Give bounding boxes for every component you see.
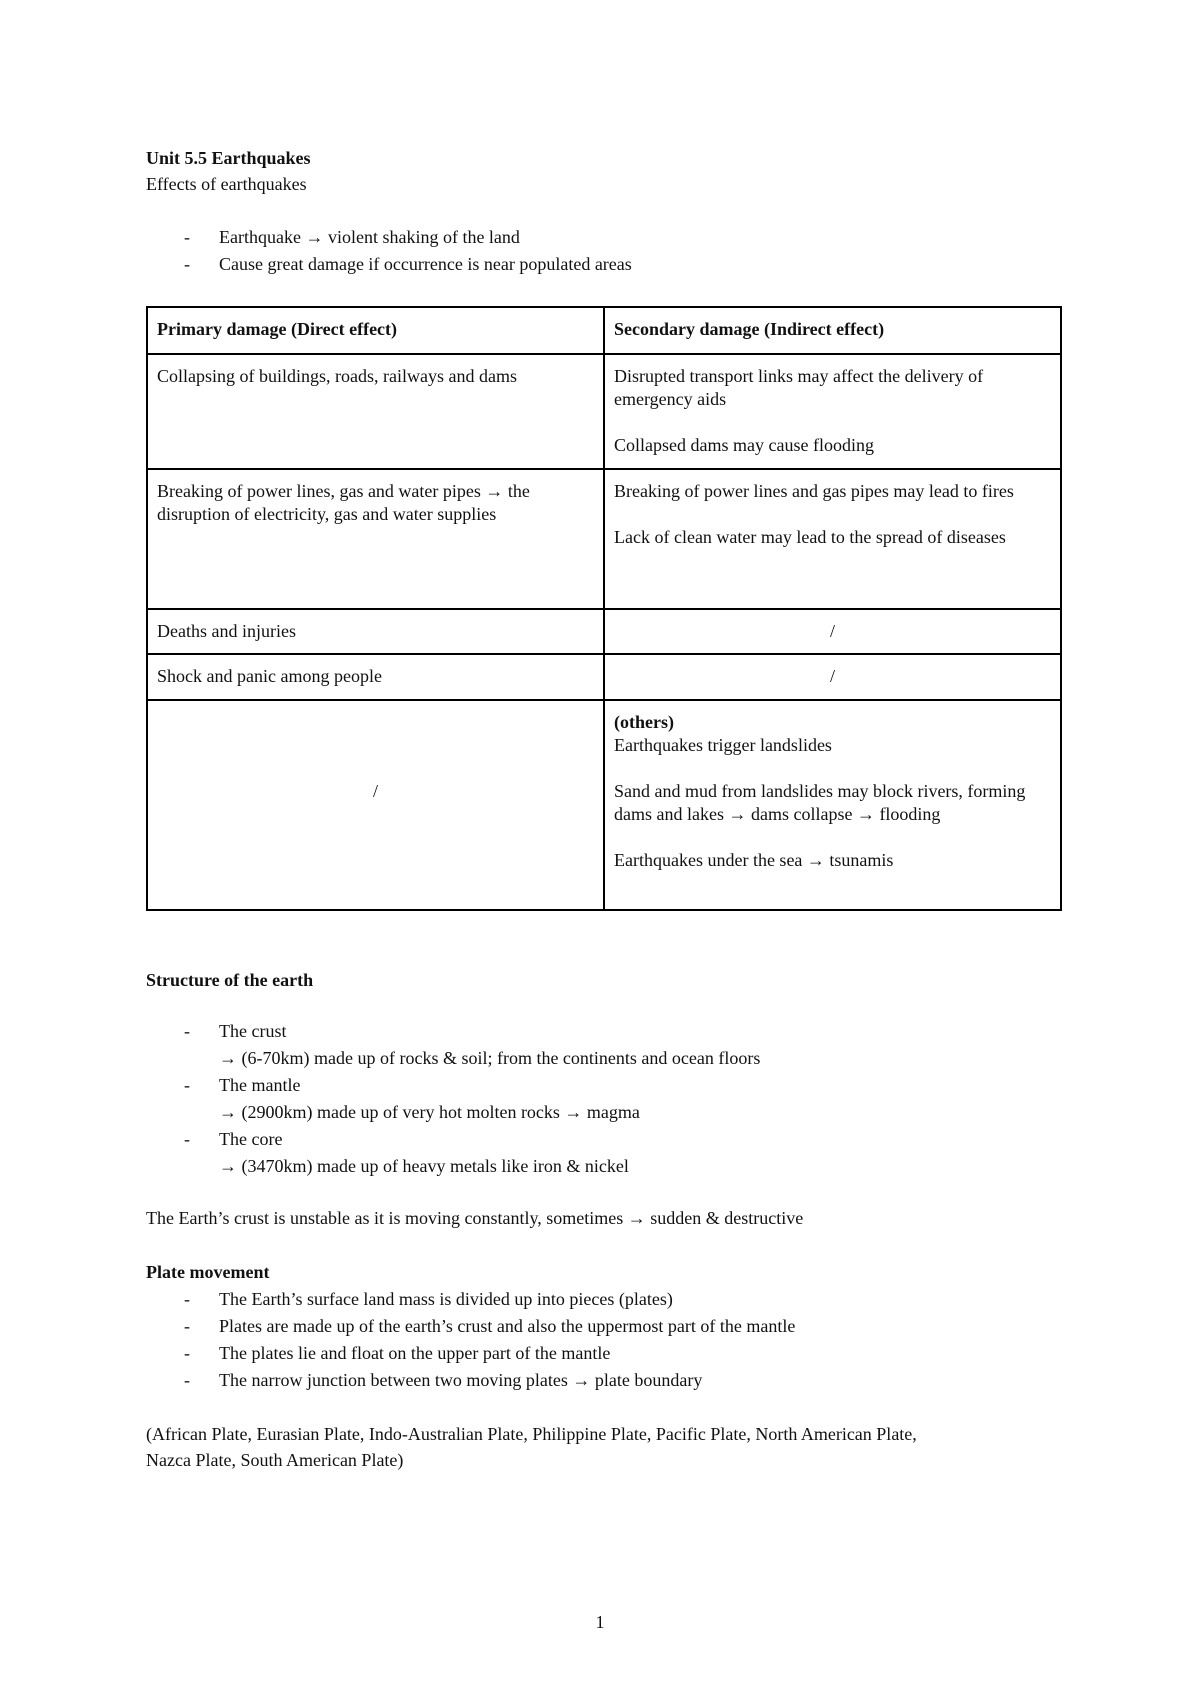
cell-text: Lack of clean water may lead to the spread of diseases <box>614 527 1006 547</box>
list-item <box>146 1367 795 1394</box>
bullet-dash: - <box>184 1075 190 1095</box>
primary-cell <box>147 609 604 654</box>
cell-text: Earthquakes under the sea → tsunamis <box>614 850 894 870</box>
primary-cell <box>147 469 604 609</box>
page-number: 1 <box>595 1612 605 1632</box>
cell-text: Disrupted transport links may affect the delivery of emergency aids <box>614 366 984 409</box>
table-row <box>147 354 1061 469</box>
header-secondary: Secondary damage (Indirect effect) <box>604 307 1061 354</box>
layer-name: The core <box>219 1129 283 1149</box>
table-row <box>147 609 1061 654</box>
section-heading-structure: Structure of the earth <box>146 970 314 990</box>
layer-detail: → (6-70km) made up of rocks & soil; from the continents and ocean floors <box>219 1048 761 1068</box>
bullet-dash: - <box>184 1370 190 1390</box>
document-subtitle: Effects of earthquakes <box>146 174 307 194</box>
bullet-dash: - <box>184 227 190 247</box>
list-item <box>146 251 632 278</box>
plates-list-line-2: Nazca Plate, South American Plate) <box>146 1450 404 1470</box>
bullet-dash: - <box>184 254 190 274</box>
cell-text: Breaking of power lines and gas pipes may lead to fires <box>614 481 1014 501</box>
table-row <box>147 700 1061 910</box>
list-item-text: The narrow junction between two moving plates → plate boundary <box>219 1370 703 1390</box>
list-item-text: Earthquake → violent shaking of the land <box>219 227 520 247</box>
bullet-dash: - <box>184 1289 190 1309</box>
secondary-cell <box>604 469 1061 609</box>
table-row <box>147 469 1061 609</box>
list-item-text: The plates lie and float on the upper part of the mantle <box>219 1343 611 1363</box>
primary-cell <box>147 700 604 910</box>
list-item-text: Plates are made up of the earth’s crust and also the uppermost part of the mantle <box>219 1316 796 1336</box>
document-title: Unit 5.5 Earthquakes <box>146 148 311 168</box>
cell-text: Collapsed dams may cause flooding <box>614 435 874 455</box>
secondary-cell <box>604 654 1061 700</box>
list-item <box>146 1072 760 1126</box>
cell-text: Deaths and injuries <box>157 621 296 641</box>
cell-text: Sand and mud from landslides may block rivers, forming dams and lakes → dams collapse → flooding <box>614 781 1026 824</box>
secondary-cell <box>604 354 1061 469</box>
structure-list <box>146 1018 760 1180</box>
plate-movement-list <box>146 1286 795 1394</box>
cell-heading: (others) <box>614 712 674 732</box>
list-item <box>146 1286 795 1313</box>
layer-detail: → (3470km) made up of heavy metals like iron & nickel <box>219 1156 629 1176</box>
plates-list-line-1: (African Plate, Eurasian Plate, Indo-Australian Plate, Philippine Plate, Pacific Plate, North American Plate, <box>146 1424 917 1444</box>
bullet-dash: - <box>184 1343 190 1363</box>
list-item <box>146 1018 760 1072</box>
list-item-text: The Earth’s surface land mass is divided up into pieces (plates) <box>219 1289 673 1309</box>
bullet-dash: - <box>184 1316 190 1336</box>
list-item <box>146 1340 795 1367</box>
cell-text: / <box>372 781 378 801</box>
crust-note: The Earth’s crust is unstable as it is moving constantly, sometimes → sudden & destructive <box>146 1208 804 1228</box>
layer-name: The crust <box>219 1021 287 1041</box>
cell-text: / <box>829 621 835 641</box>
primary-cell <box>147 354 604 469</box>
primary-cell <box>147 654 604 700</box>
bullet-dash: - <box>184 1021 190 1041</box>
secondary-cell <box>604 609 1061 654</box>
cell-text: / <box>829 666 835 686</box>
header-primary: Primary damage (Direct effect) <box>147 307 604 354</box>
list-item-text: Cause great damage if occurrence is near populated areas <box>219 254 632 274</box>
layer-name: The mantle <box>219 1075 301 1095</box>
cell-text: Shock and panic among people <box>157 666 382 686</box>
table-row <box>147 654 1061 700</box>
layer-detail: → (2900km) made up of very hot molten rocks → magma <box>219 1102 640 1122</box>
list-item <box>146 1126 760 1180</box>
table-header-row <box>147 307 1061 354</box>
secondary-cell <box>604 700 1061 910</box>
list-item <box>146 1313 795 1340</box>
damage-table <box>146 306 1062 911</box>
bullet-dash: - <box>184 1129 190 1149</box>
section-heading-plate-movement: Plate movement <box>146 1262 270 1282</box>
intro-bullet-list <box>146 224 632 278</box>
list-item <box>146 224 632 251</box>
cell-text: Earthquakes trigger landslides <box>614 735 832 755</box>
cell-text: Collapsing of buildings, roads, railways and dams <box>157 366 517 386</box>
cell-text: Breaking of power lines, gas and water pipes → the disruption of electricity, gas and water supplies <box>157 481 530 524</box>
